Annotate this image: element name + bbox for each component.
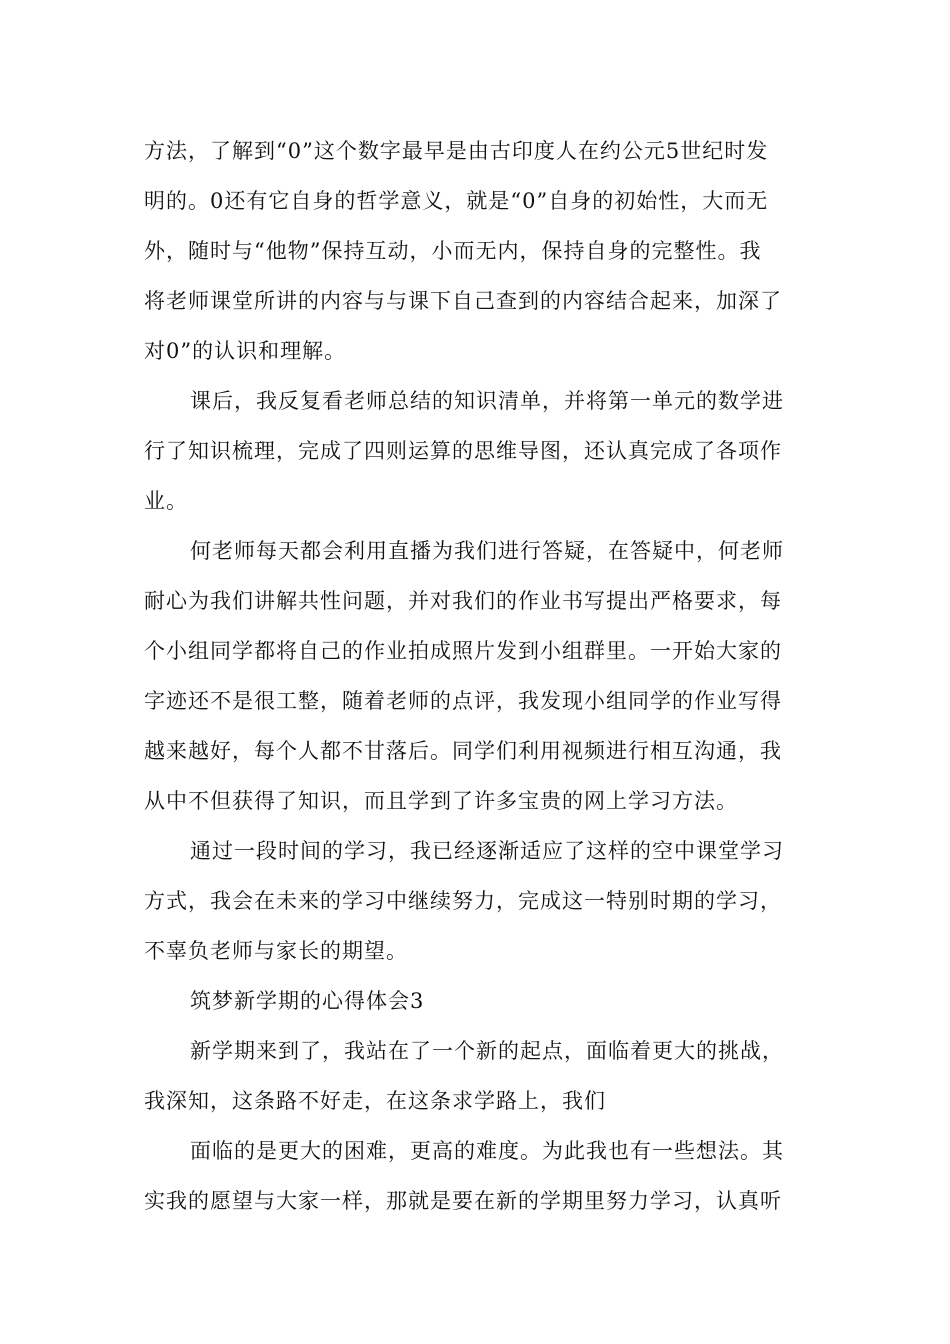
text-line: 从中不但获得了知识，而且学到了许多宝贵的网上学习方法。 <box>144 789 738 813</box>
text-line: 将老师课堂所讲的内容与与课下自己查到的内容结合起来，加深了 <box>144 289 782 313</box>
text-line: 业。 <box>144 489 188 513</box>
text-line: 面临的是更大的困难，更高的难度。为此我也有一些想法。其 <box>190 1139 784 1163</box>
text-line: 外，随时与“他物”保持互动，小而无内，保持自身的完整性。我 <box>144 239 762 263</box>
text-line: 课后，我反复看老师总结的知识清单，并将第一单元的数学进 <box>190 389 784 413</box>
text-line: 字迹还不是很工整，随着老师的点评，我发现小组同学的作业写得 <box>144 689 782 713</box>
text-line: 方法，了解到“0”这个数字最早是由古印度人在约公元5世纪时发 <box>144 139 769 163</box>
text-line: 行了知识梳理，完成了四则运算的思维导图，还认真完成了各项作 <box>144 439 782 463</box>
text-line: 新学期来到了，我站在了一个新的起点，面临着更大的挑战， <box>190 1039 784 1063</box>
section-heading: 筑梦新学期的心得体会3 <box>190 989 425 1013</box>
text-line: 明的。0还有它自身的哲学意义，就是“0”自身的初始性，大而无 <box>144 189 769 213</box>
text-line: 方式，我会在未来的学习中继续努力，完成这一特别时期的学习， <box>144 889 782 913</box>
text-line: 个小组同学都将自己的作业拍成照片发到小组群里。一开始大家的 <box>144 639 782 663</box>
text-line: 耐心为我们讲解共性问题，并对我们的作业书写提出严格要求，每 <box>144 589 782 613</box>
text-line: 通过一段时间的学习，我已经逐渐适应了这样的空中课堂学习 <box>190 839 784 863</box>
text-line: 实我的愿望与大家一样，那就是要在新的学期里努力学习，认真听 <box>144 1189 782 1213</box>
text-line: 对0”的认识和理解。 <box>144 339 347 363</box>
text-line: 不辜负老师与家长的期望。 <box>144 939 408 963</box>
text-line: 越来越好，每个人都不甘落后。同学们利用视频进行相互沟通，我 <box>144 739 782 763</box>
text-line: 我深知，这条路不好走，在这条求学路上，我们 <box>144 1089 606 1113</box>
text-line: 何老师每天都会利用直播为我们进行答疑，在答疑中，何老师 <box>190 539 784 563</box>
